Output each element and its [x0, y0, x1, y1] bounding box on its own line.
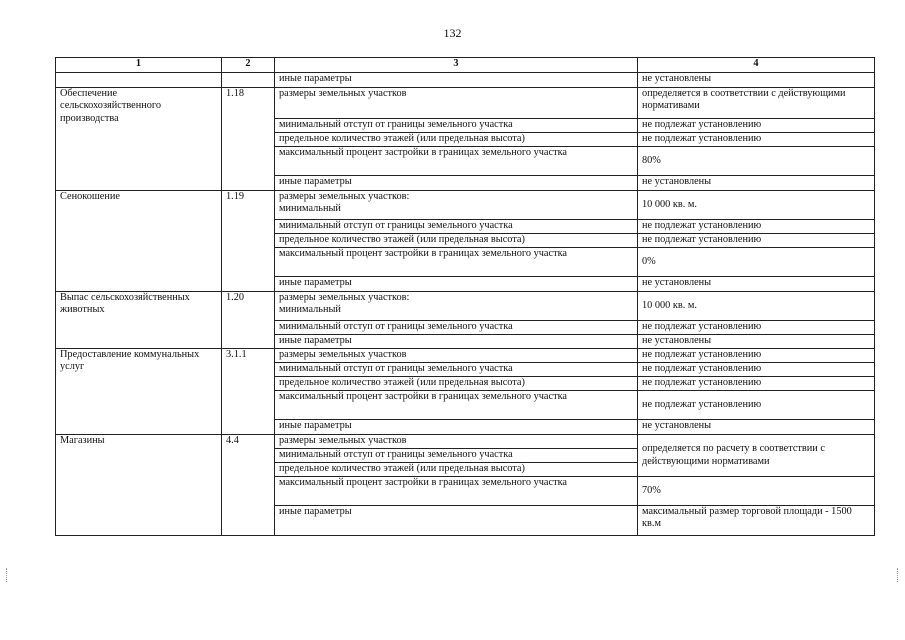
value-cell: 10 000 кв. м.: [638, 292, 875, 321]
table-header-row: [56, 58, 875, 73]
parameter-cell: минимальный отступ от границы земельного участка: [275, 119, 638, 133]
value-cell: не подлежат установлению: [638, 133, 875, 147]
table-row: [56, 292, 875, 321]
value-cell: максимальный размер торговой площади - 1500 кв.м: [638, 506, 875, 536]
scan-edge-mark: [897, 568, 900, 582]
value-cell: не установлены: [638, 176, 875, 191]
value-cell: не подлежат установлению: [638, 377, 875, 391]
parameter-cell: максимальный процент застройки в границах земельного участка: [275, 248, 638, 277]
parameter-cell: предельное количество этажей (или предельная высота): [275, 463, 638, 477]
value-cell: не подлежат установлению: [638, 321, 875, 335]
value-cell: не подлежат установлению: [638, 220, 875, 234]
value-cell: 10 000 кв. м.: [638, 191, 875, 220]
parameter-cell: иные параметры: [275, 277, 638, 292]
parameter-cell: предельное количество этажей (или предельная высота): [275, 133, 638, 147]
parameter-cell: иные параметры: [275, 420, 638, 435]
parameter-cell: размеры земельных участков: минимальный: [275, 191, 638, 220]
value-cell: не подлежат установлению: [638, 391, 875, 420]
use-name-cell: Предоставление коммунальных услуг: [56, 349, 222, 435]
parameter-cell: минимальный отступ от границы земельного участка: [275, 363, 638, 377]
use-code-cell: 3.1.1: [222, 349, 275, 435]
land-use-parameters-table: [55, 57, 875, 536]
parameter-cell: минимальный отступ от границы земельного участка: [275, 220, 638, 234]
use-code-cell: 4.4: [222, 435, 275, 536]
use-name-cell: Магазины: [56, 435, 222, 536]
value-cell: не установлены: [638, 420, 875, 435]
value-cell: не установлены: [638, 73, 875, 88]
use-code-cell: 1.19: [222, 191, 275, 292]
use-code-cell: [222, 73, 275, 88]
parameter-cell: размеры земельных участков: [275, 349, 638, 363]
value-cell: определяется в соответствии с действующими нормативами: [638, 88, 875, 119]
value-cell: не подлежат установлению: [638, 234, 875, 248]
table-row: [56, 88, 875, 119]
column-header: 2: [222, 58, 275, 73]
parameter-cell: предельное количество этажей (или предельная высота): [275, 234, 638, 248]
table-row: [56, 349, 875, 363]
parameter-cell: размеры земельных участков: минимальный: [275, 292, 638, 321]
value-cell: не установлены: [638, 335, 875, 349]
parameter-cell: иные параметры: [275, 506, 638, 536]
column-header: 1: [56, 58, 222, 73]
scan-edge-mark: [6, 568, 9, 582]
parameter-cell: минимальный отступ от границы земельного участка: [275, 449, 638, 463]
value-cell: 70%: [638, 477, 875, 506]
parameter-cell: максимальный процент застройки в границах земельного участка: [275, 391, 638, 420]
parameter-cell: максимальный процент застройки в границах земельного участка: [275, 147, 638, 176]
use-name-cell: Обеспечение сельскохозяйственного производства: [56, 88, 222, 191]
use-code-cell: 1.18: [222, 88, 275, 191]
value-cell: не подлежат установлению: [638, 363, 875, 377]
parameter-cell: размеры земельных участков: [275, 88, 638, 119]
column-header: 3: [275, 58, 638, 73]
value-cell: не подлежат установлению: [638, 349, 875, 363]
column-header: 4: [638, 58, 875, 73]
use-name-cell: Сенокошение: [56, 191, 222, 292]
parameter-cell: размеры земельных участков: [275, 435, 638, 449]
parameter-cell: иные параметры: [275, 73, 638, 88]
table-row: [56, 435, 875, 449]
use-code-cell: 1.20: [222, 292, 275, 349]
value-cell: определяется по расчету в соответствии с действующими нормативами: [638, 435, 875, 477]
parameter-cell: предельное количество этажей (или предельная высота): [275, 377, 638, 391]
use-name-cell: [56, 73, 222, 88]
table-row: [56, 191, 875, 220]
page-number: 132: [443, 26, 462, 40]
value-cell: 0%: [638, 248, 875, 277]
parameter-cell: минимальный отступ от границы земельного участка: [275, 321, 638, 335]
table-row: [56, 73, 875, 88]
parameter-cell: максимальный процент застройки в границах земельного участка: [275, 477, 638, 506]
parameter-cell: иные параметры: [275, 176, 638, 191]
parameter-cell: иные параметры: [275, 335, 638, 349]
value-cell: не подлежат установлению: [638, 119, 875, 133]
value-cell: не установлены: [638, 277, 875, 292]
value-cell: 80%: [638, 147, 875, 176]
use-name-cell: Выпас сельскохозяйственных животных: [56, 292, 222, 349]
